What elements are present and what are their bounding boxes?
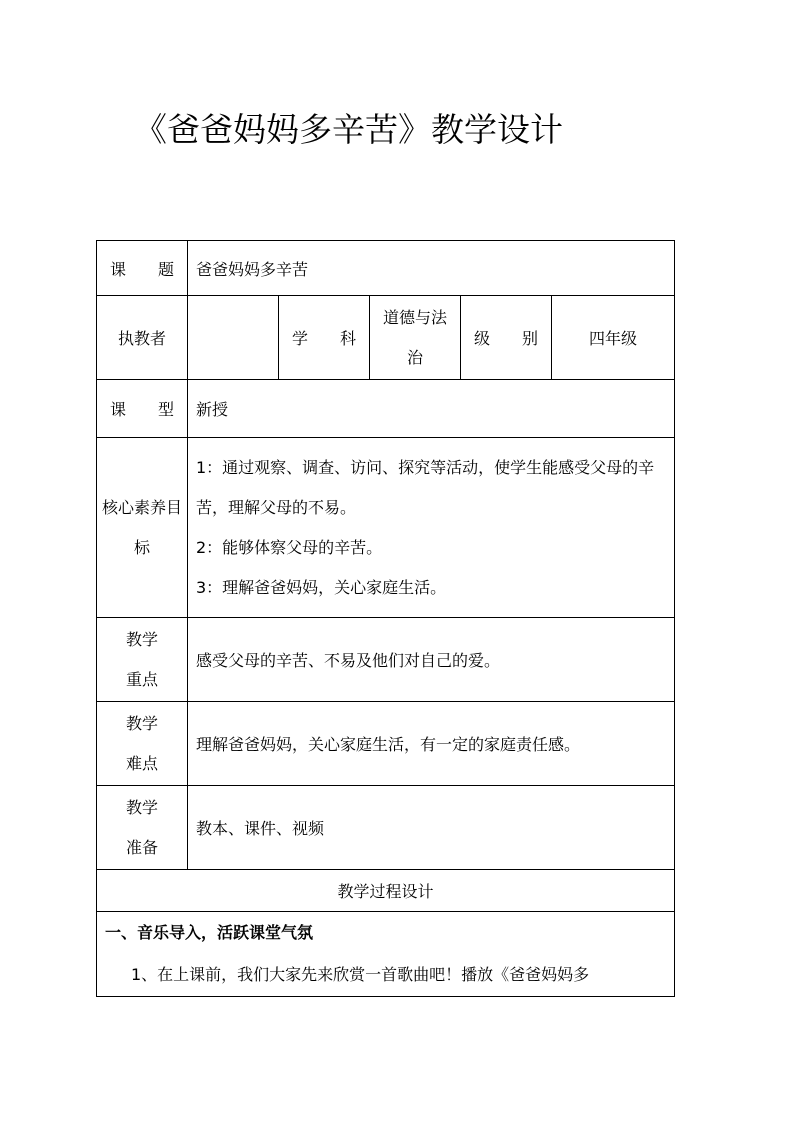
prep-row (97, 786, 675, 870)
type-value: 新授 (188, 380, 675, 438)
difficulty-label: 教学难点 (97, 702, 188, 786)
difficulty-row (97, 702, 675, 786)
section1-cell (97, 912, 675, 997)
goals-cell (188, 438, 675, 618)
section1-line: 1、在上课前，我们大家先来欣赏一首歌曲吧！播放《爸爸妈妈多 (131, 965, 590, 984)
difficulty-value: 理解爸爸妈妈，关心家庭生活，有一定的家庭责任感。 (188, 702, 675, 786)
prep-value: 教本、课件、视频 (188, 786, 675, 870)
type-label: 课 型 (97, 380, 188, 438)
teacher-row (97, 296, 675, 380)
goal-item-2: 2：能够体察父母的辛苦。 (196, 537, 383, 557)
prep-label: 教学准备 (97, 786, 188, 870)
document-title: 《爸爸妈妈多辛苦》教学设计 (134, 110, 563, 149)
goals-row (97, 438, 675, 618)
goals-label: 核心素养目标 (97, 438, 188, 618)
section1-row (97, 912, 675, 997)
process-row (97, 870, 675, 912)
topic-label: 课 题 (97, 241, 188, 296)
grade-label: 级 别 (461, 296, 552, 380)
subject-value: 道德与法治 (370, 296, 461, 380)
goal-item-1: 1：通过观察、调查、访问、探究等活动，使学生能感受父母的辛苦，理解父母的不易。 (196, 457, 655, 517)
teacher-value (188, 296, 279, 380)
subject-label: 学 科 (279, 296, 370, 380)
goal-item-3: 3：理解爸爸妈妈，关心家庭生活。 (196, 577, 447, 597)
teacher-label: 执教者 (97, 296, 188, 380)
key-row (97, 618, 675, 702)
key-value: 感受父母的辛苦、不易及他们对自己的爱。 (188, 618, 675, 702)
key-label: 教学重点 (97, 618, 188, 702)
topic-value: 爸爸妈妈多辛苦 (188, 241, 675, 296)
section1-heading: 一、音乐导入，活跃课堂气氛 (105, 923, 314, 942)
grade-value: 四年级 (552, 296, 675, 380)
process-heading: 教学过程设计 (97, 870, 675, 912)
type-row (97, 380, 675, 438)
lesson-plan-table (96, 240, 675, 997)
topic-row (97, 241, 675, 296)
